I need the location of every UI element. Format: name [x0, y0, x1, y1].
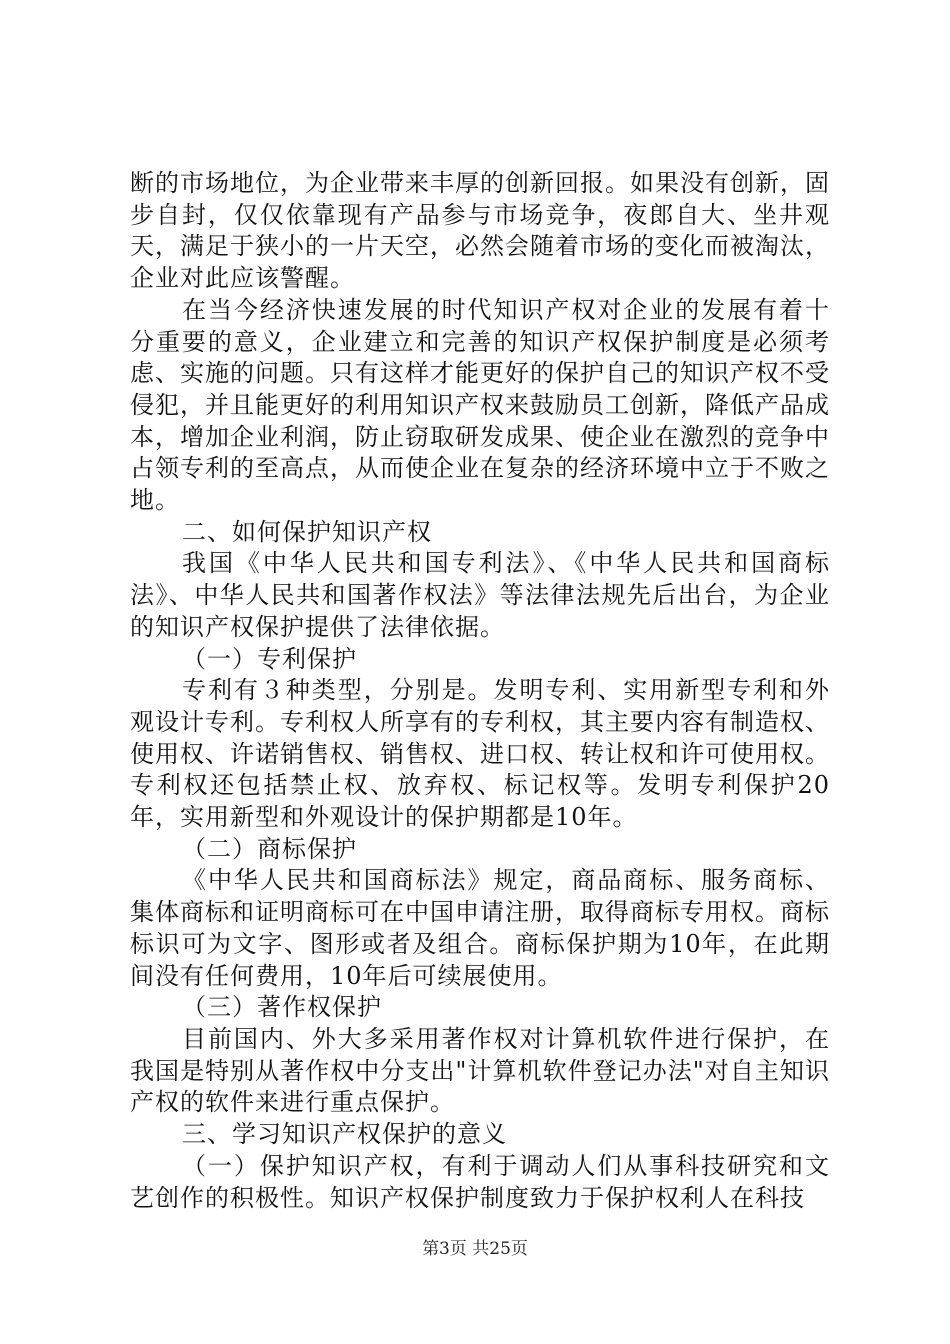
paragraph-ip-importance: 在当今经济快速发展的时代知识产权对企业的发展有着十分重要的意义，企业建立和完善的知识产权保护制度是必须考虑、实施的问题。只有这样才能更好的保护自己的知识产权不受侵犯，并且能更好的利用知识产权来鼓励员工创新，降低产品成本，增加企业利润，防止窃取研发成果、使企业在激烈的竞争中占领专利的至高点，从而使企业在复杂的经济环境中立于不败之地。	[130, 295, 830, 515]
subheading-patent-protection: （一）专利保护	[182, 644, 357, 673]
paragraph-trademark-law: 《中华人民共和国商标法》规定，商品商标、服务商标、集体商标和证明商标可在中国申请注册，取得商标专用权。商标标识可为文字、图形或者及组合。商标保护期为10年，在此期间没有任何费用，10年后可续展使用。	[130, 866, 830, 990]
paragraph-legal-basis: 我国《中华人民共和国专利法》、《中华人民共和国商标法》、中华人民共和国著作权法》等法律法规先后出台，为企业的知识产权保护提供了法律依据。	[130, 549, 830, 641]
subheading-copyright-protection: （三）著作权保护	[182, 993, 382, 1022]
section-heading-significance: 三、学习知识产权保护的意义	[182, 1120, 507, 1149]
page-number-footer: 第3页 共25页	[422, 1239, 528, 1259]
document-body	[130, 168, 830, 1214]
paragraph-market-position: 断的市场地位，为企业带来丰厚的创新回报。如果没有创新，固步自封，仅仅依靠现有产品参与市场竞争，夜郎自大、坐井观天，满足于狭小的一片天空，必然会随着市场的变化而被淘汰，企业对此应该警醒。	[130, 169, 830, 293]
subheading-trademark-protection: （二）商标保护	[182, 834, 357, 863]
section-heading-how-to-protect: 二、如何保护知识产权	[182, 517, 432, 546]
paragraph-patent-types: 专利有３种类型，分别是。发明专利、实用新型专利和外观设计专利。专利权人所享有的专利权，其主要内容有制造权、使用权、许诺销售权、销售权、进口权、转让权和许可使用权。专利权还包括禁止权、放弃权、标记权等。发明专利保护20年，实用新型和外观设计的保护期都是10年。	[130, 676, 830, 832]
paragraph-significance-one: （一）保护知识产权，有利于调动人们从事科技研究和文艺创作的积极性。知识产权保护制度致力于保护权利人在科技	[130, 1151, 830, 1212]
paragraph-software-copyright: 目前国内、外大多采用著作权对计算机软件进行保护，在我国是特别从著作权中分支出"计算机软件登记办法"对自主知识产权的软件来进行重点保护。	[130, 1024, 830, 1117]
